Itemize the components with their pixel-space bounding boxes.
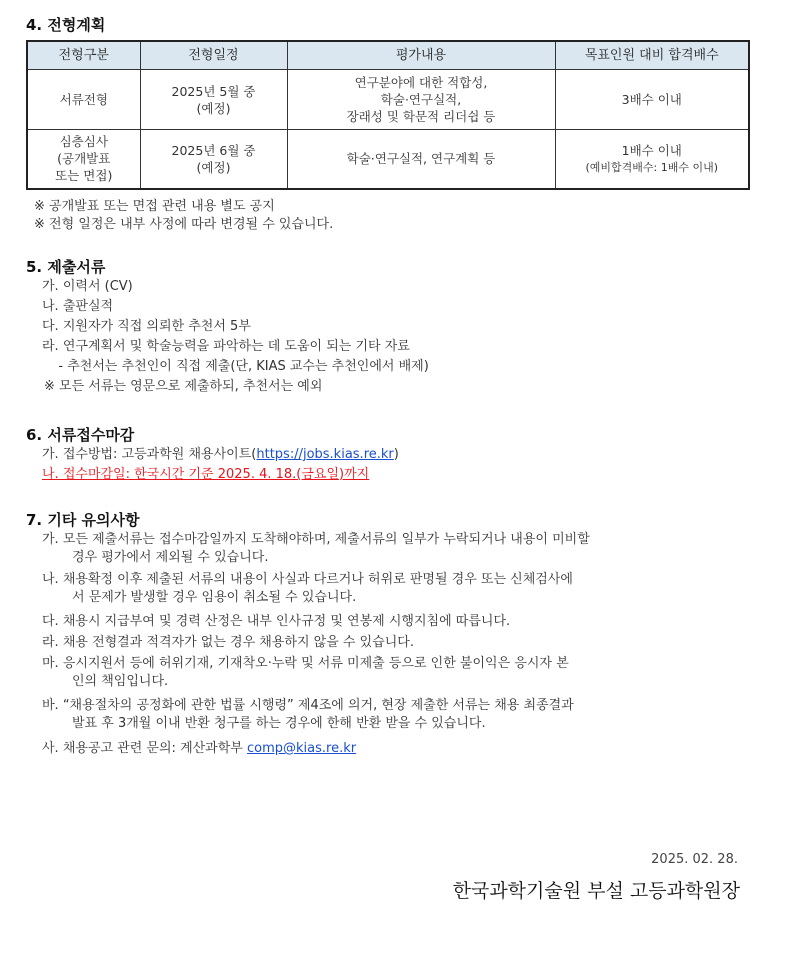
list-item: 라. 연구계획서 및 학술능력을 파악하는 데 도움이 되는 기타 자료 [42,339,410,354]
list-subitem: - 추천서는 추천인이 직접 제출(단, KIAS 교수는 추천인에서 배제) [46,359,429,374]
cell-content: 연구분야에 대한 적합성, 학술·연구실적, 장래성 및 학문적 리더쉽 등 [287,70,555,130]
table-row [27,130,749,189]
list-item [42,531,742,567]
cell-content: 학술·연구실적, 연구계획 등 [287,130,555,189]
section-5-heading: 5. 제출서류 [26,258,106,276]
item-line-continued: 발표 후 3개월 이내 반환 청구를 하는 경우에 한해 반환 받을 수 있습니다. [72,716,486,731]
cell-target [555,70,749,130]
issuer-signature: 한국과학기술원 부설 고등과학원장 [452,880,740,902]
list-note: ※ 모든 서류는 영문으로 제출하되, 추천서는 예외 [44,379,323,394]
deadline-line: 나. 접수마감일: 한국시간 기준 2025. 4. 18.(금요일)까지 [42,467,370,482]
contact-label: 사. 채용공고 관련 문의: 계산과학부 [42,741,247,756]
item-line: 나. 채용확정 이후 제출된 서류의 내용이 사실과 다르거나 허위로 판명될 경우 또는 신체검사에 [42,572,573,587]
column-header: 평가내용 [287,41,555,70]
target-value: 1배수 이내 [621,142,682,158]
apply-method-suffix: ) [393,447,399,462]
item-line-continued: 인의 책임입니다. [72,674,169,689]
selection-plan-table [26,40,750,190]
item-line: 마. 응시지원서 등에 허위기재, 기재착오·누락 및 서류 미제출 등으로 인한 불이익은 응시자 본 [42,656,569,671]
list-item: 나. 출판실적 [42,299,114,314]
list-item [42,613,742,631]
document-date: 2025. 02. 28. [651,852,738,867]
contact-line [42,740,356,758]
cell-schedule: 2025년 6월 중 (예정) [140,130,287,189]
list-item [42,571,742,607]
item-line-continued: 서 문제가 발생할 경우 임용이 취소될 수 있습니다. [72,590,357,605]
table-header-row [27,41,749,70]
section-6-heading: 6. 서류접수마감 [26,426,135,444]
jobs-site-link[interactable]: https://jobs.kias.re.kr [256,447,394,462]
column-header: 전형일정 [140,41,287,70]
target-note: (예비합격배수: 1배수 이내) [585,160,719,174]
table-row [27,70,749,130]
item-line-continued: 경우 평가에서 제외될 수 있습니다. [72,550,269,565]
note-line: ※ 전형 일정은 내부 사정에 따라 변경될 수 있습니다. [34,217,334,232]
cell-type: 서류전형 [27,70,140,130]
item-line: 바. “채용절차의 공정화에 관한 법률 시행령” 제4조에 의거, 현장 제출한 서류는 채용 최종결과 [42,698,574,713]
item-line: 가. 모든 제출서류는 접수마감일까지 도착해야하며, 제출서류의 일부가 누락되거나 내용이 미비할 [42,532,590,547]
list-item [42,446,399,464]
cell-schedule: 2025년 5월 중 (예정) [140,70,287,130]
note-line: ※ 공개발표 또는 면접 관련 내용 별도 공지 [34,199,275,214]
column-header: 전형구분 [27,41,140,70]
item-line: 다. 채용시 지급부여 및 경력 산정은 내부 인사규정 및 연봉제 시행지침에 따릅니다. [42,614,511,629]
list-item [42,697,742,733]
cell-type: 심층심사 (공개발표 또는 면접) [27,130,140,189]
list-item: 가. 이력서 (CV) [42,279,133,294]
section-4-heading: 4. 전형계획 [26,16,106,34]
column-header: 목표인원 대비 합격배수 [555,41,749,70]
item-line: 라. 채용 전형결과 적격자가 없는 경우 채용하지 않을 수 있습니다. [42,635,414,650]
target-value: 3배수 이내 [621,92,682,107]
apply-method-label: 가. 접수방법: 고등과학원 채용사이트( [42,447,257,462]
contact-email-link[interactable]: comp@kias.re.kr [247,741,357,756]
list-item [42,634,742,652]
section-7-heading: 7. 기타 유의사항 [26,511,140,529]
cell-target [555,130,749,189]
list-item [42,655,742,691]
list-item: 다. 지원자가 직접 의뢰한 추천서 5부 [42,319,251,334]
